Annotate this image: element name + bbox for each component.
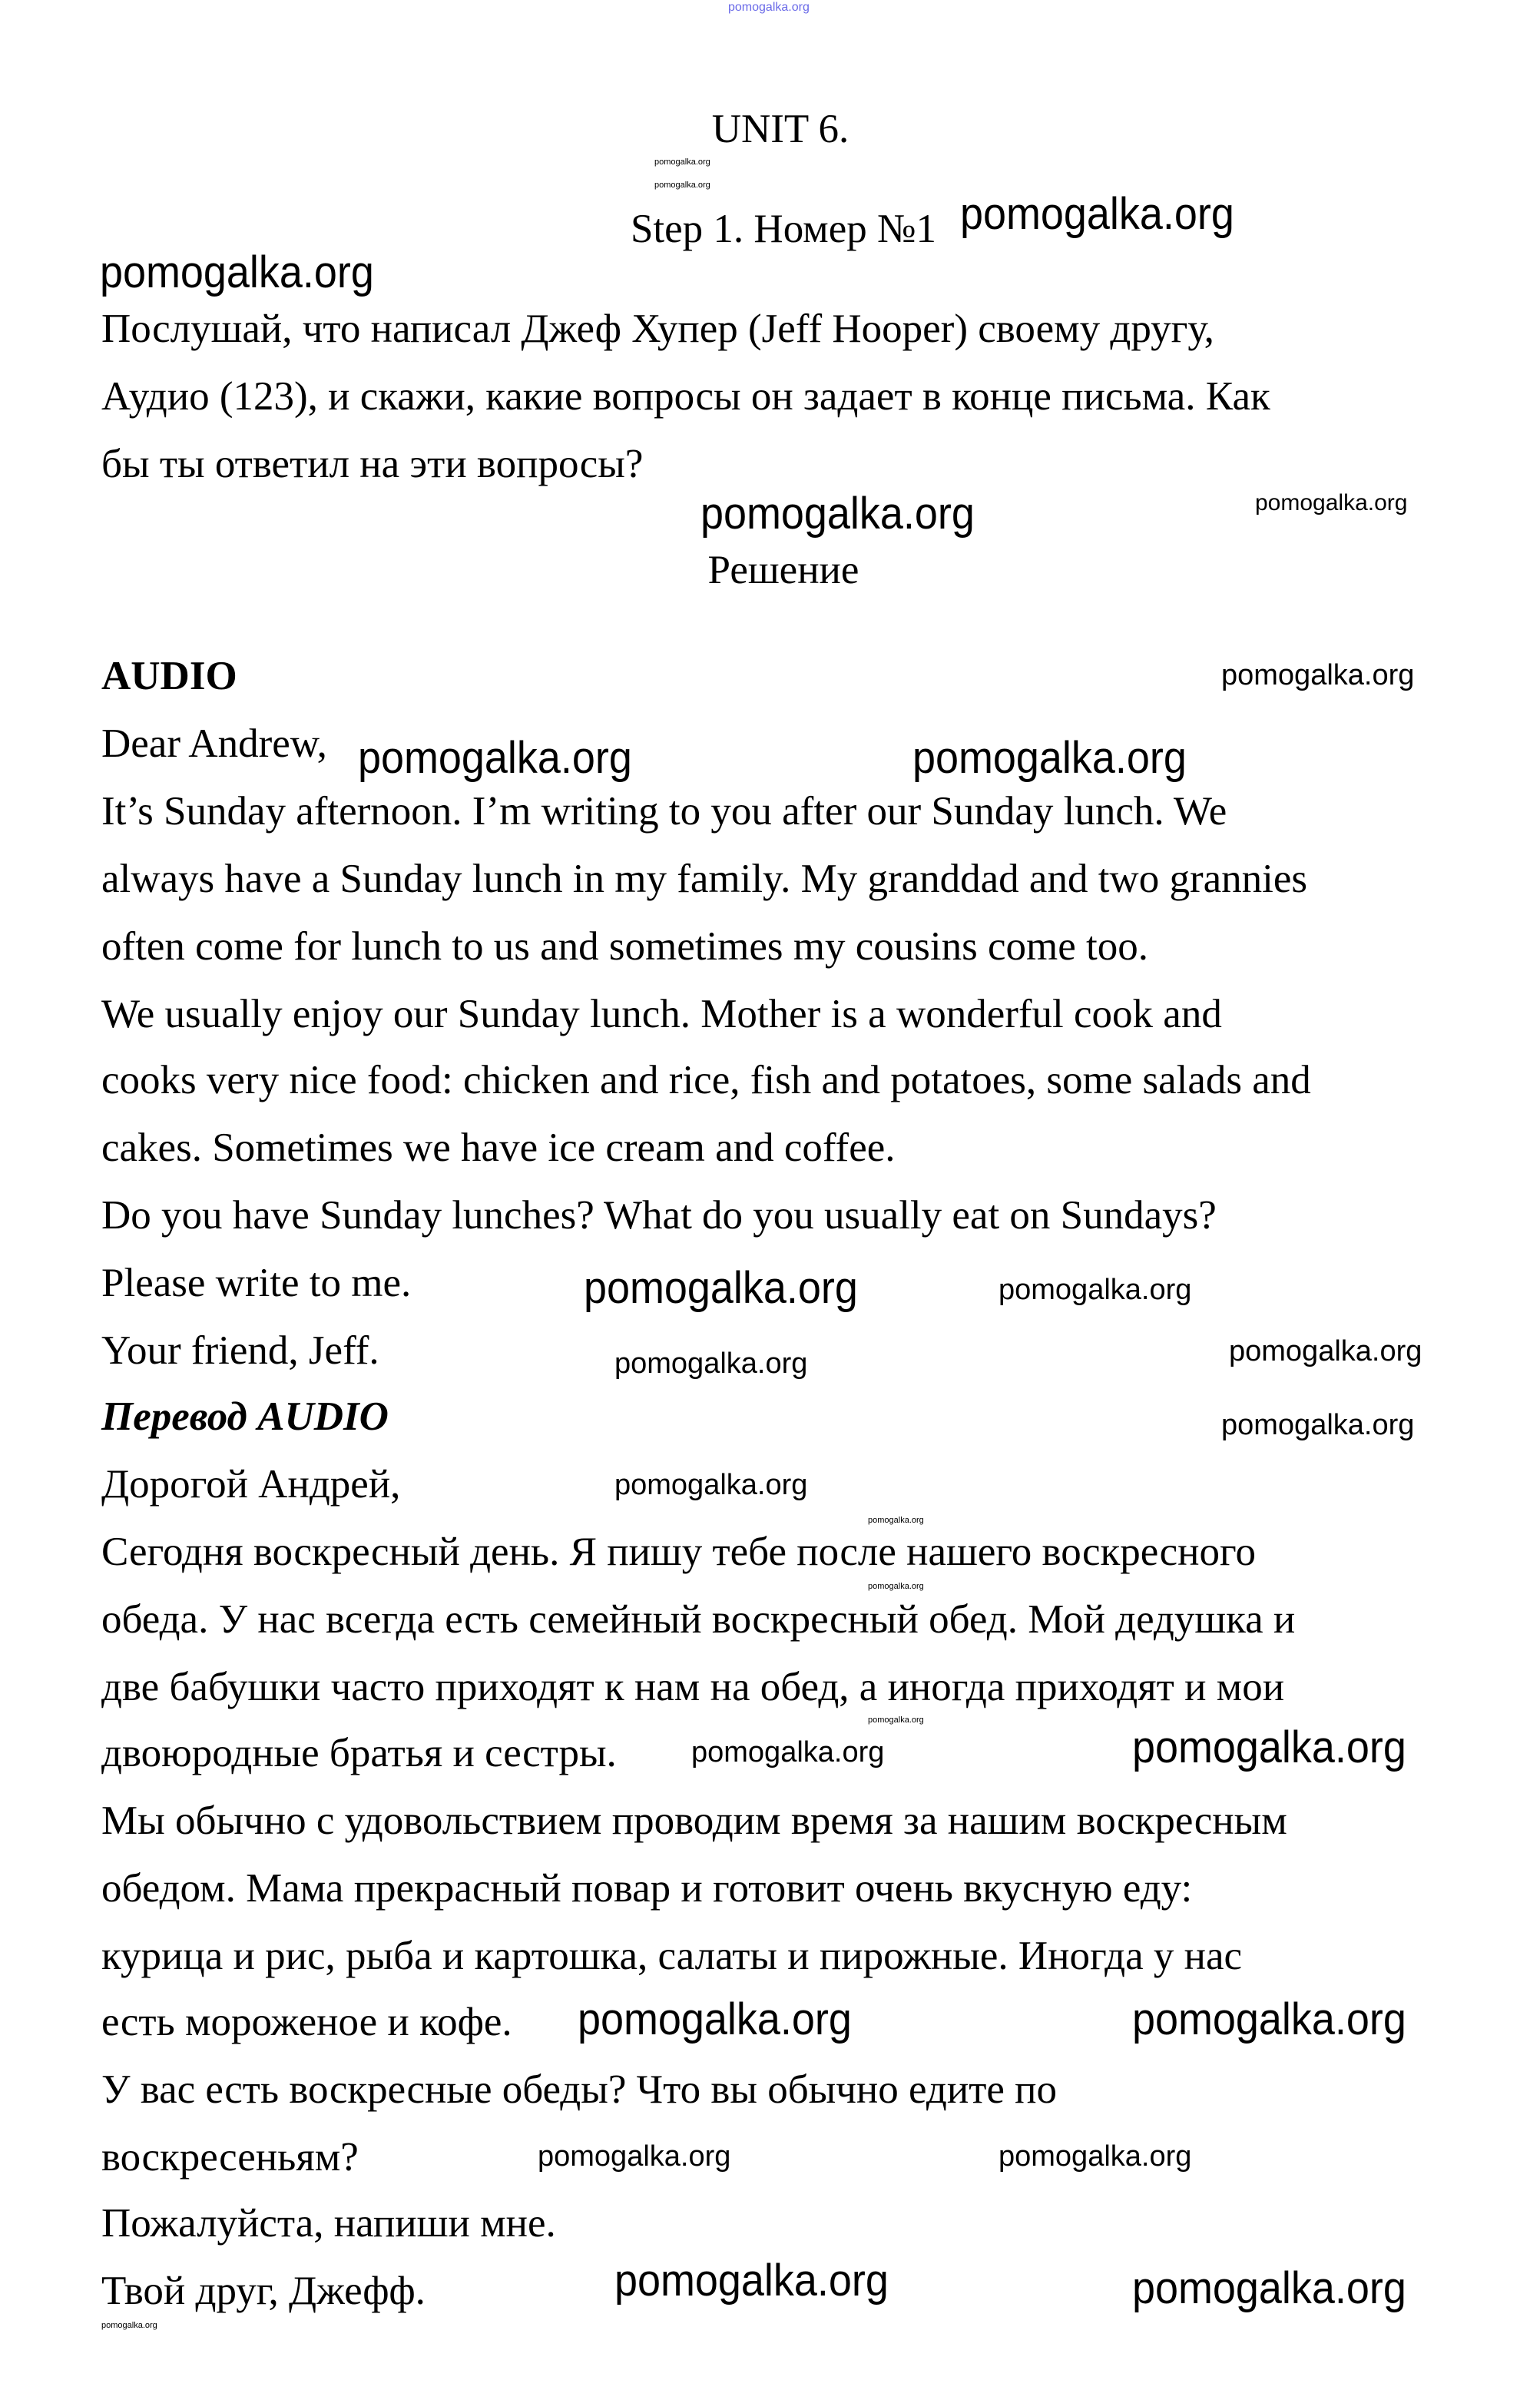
translation-line: есть мороженое и кофе. bbox=[101, 2000, 512, 2044]
watermark: pomogalka.org bbox=[100, 247, 374, 297]
watermark: pomogalka.org bbox=[578, 1994, 852, 2044]
watermark: pomogalka.org bbox=[1132, 1722, 1406, 1772]
audio-heading: AUDIO bbox=[101, 654, 237, 698]
task-line: Аудио (123), и скажи, какие вопросы он задает в конце письма. Как bbox=[101, 374, 1270, 419]
watermark: pomogalka.org bbox=[700, 489, 975, 539]
watermark: pomogalka.org bbox=[1255, 490, 1408, 515]
watermark: pomogalka.org bbox=[358, 733, 632, 783]
translation-line: курица и рис, рыба и картошка, салаты и пирожные. Иногда у нас bbox=[101, 1934, 1243, 1978]
audio-line: We usually enjoy our Sunday lunch. Mother is a wonderful cook and bbox=[101, 992, 1222, 1036]
page-title: UNIT 6. bbox=[711, 107, 849, 151]
translation-line: двоюродные братья и сестры. bbox=[101, 1731, 617, 1775]
watermark: pomogalka.org bbox=[868, 1516, 924, 1525]
watermark: pomogalka.org bbox=[101, 2321, 157, 2330]
solution-label: Решение bbox=[707, 548, 859, 592]
watermark: pomogalka.org bbox=[614, 2256, 889, 2306]
translation-line: Мы обычно с удовольствием проводим время за нашим воскресным bbox=[101, 1798, 1287, 1843]
audio-line: Please write to me. bbox=[101, 1261, 412, 1305]
audio-line: Dear Andrew, bbox=[101, 721, 327, 766]
task-line: бы ты ответил на эти вопросы? bbox=[101, 442, 644, 486]
watermark: pomogalka.org bbox=[912, 733, 1187, 783]
translation-line: У вас есть воскресные обеды? Что вы обычно едите по bbox=[101, 2067, 1057, 2112]
audio-line: always have a Sunday lunch in my family. My granddad and two grannies bbox=[101, 857, 1307, 901]
page-subtitle: Step 1. Номер №1 bbox=[630, 207, 937, 251]
watermark: pomogalka.org bbox=[1221, 659, 1415, 691]
audio-line: Your friend, Jeff. bbox=[101, 1328, 379, 1373]
watermark: pomogalka.org bbox=[584, 1263, 858, 1313]
watermark: pomogalka.org bbox=[999, 1274, 1192, 1306]
audio-line: It’s Sunday afternoon. I’m writing to you after our Sunday lunch. We bbox=[101, 789, 1227, 834]
task-line: Послушай, что написал Джеф Хупер (Jeff Hooper) своему другу, bbox=[101, 307, 1214, 351]
watermark: pomogalka.org bbox=[1132, 1994, 1406, 2044]
translation-line: обедом. Мама прекрасный повар и готовит очень вкусную еду: bbox=[101, 1866, 1193, 1911]
audio-line: Do you have Sunday lunches? What do you usually eat on Sundays? bbox=[101, 1193, 1217, 1238]
watermark: pomogalka.org bbox=[999, 2140, 1192, 2173]
watermark: pomogalka.org bbox=[1229, 1335, 1422, 1367]
translation-heading: Перевод AUDIO bbox=[101, 1394, 389, 1439]
watermark: pomogalka.org bbox=[1221, 1409, 1415, 1441]
watermark: pomogalka.org bbox=[691, 1736, 885, 1769]
audio-line: cooks very nice food: chicken and rice, fish and potatoes, some salads and bbox=[101, 1058, 1311, 1102]
translation-line: Твой друг, Джефф. bbox=[101, 2269, 426, 2313]
translation-line: две бабушки часто приходят к нам на обед, а иногда приходят и мои bbox=[101, 1665, 1285, 1709]
watermark: pomogalka.org bbox=[868, 1715, 924, 1725]
translation-line: обеда. У нас всегда есть семейный воскресный обед. Мой дедушка и bbox=[101, 1597, 1296, 1642]
audio-line: cakes. Sometimes we have ice cream and coffee. bbox=[101, 1125, 896, 1170]
watermark: pomogalka.org bbox=[654, 181, 710, 190]
watermark: pomogalka.org bbox=[538, 2140, 731, 2173]
watermark: pomogalka.org bbox=[654, 157, 710, 167]
audio-line: often come for lunch to us and sometimes my cousins come too. bbox=[101, 924, 1149, 969]
watermark: pomogalka.org bbox=[1132, 2263, 1406, 2313]
watermark-top: pomogalka.org bbox=[728, 1, 810, 14]
translation-line: воскресеньям? bbox=[101, 2135, 359, 2180]
watermark: pomogalka.org bbox=[868, 1582, 924, 1591]
translation-line: Пожалуйста, напиши мне. bbox=[101, 2201, 556, 2246]
watermark: pomogalka.org bbox=[614, 1469, 808, 1501]
watermark: pomogalka.org bbox=[960, 189, 1234, 239]
translation-line: Сегодня воскресный день. Я пишу тебе после нашего воскресного bbox=[101, 1530, 1256, 1574]
translation-line: Дорогой Андрей, bbox=[101, 1462, 401, 1507]
watermark: pomogalka.org bbox=[614, 1348, 808, 1380]
